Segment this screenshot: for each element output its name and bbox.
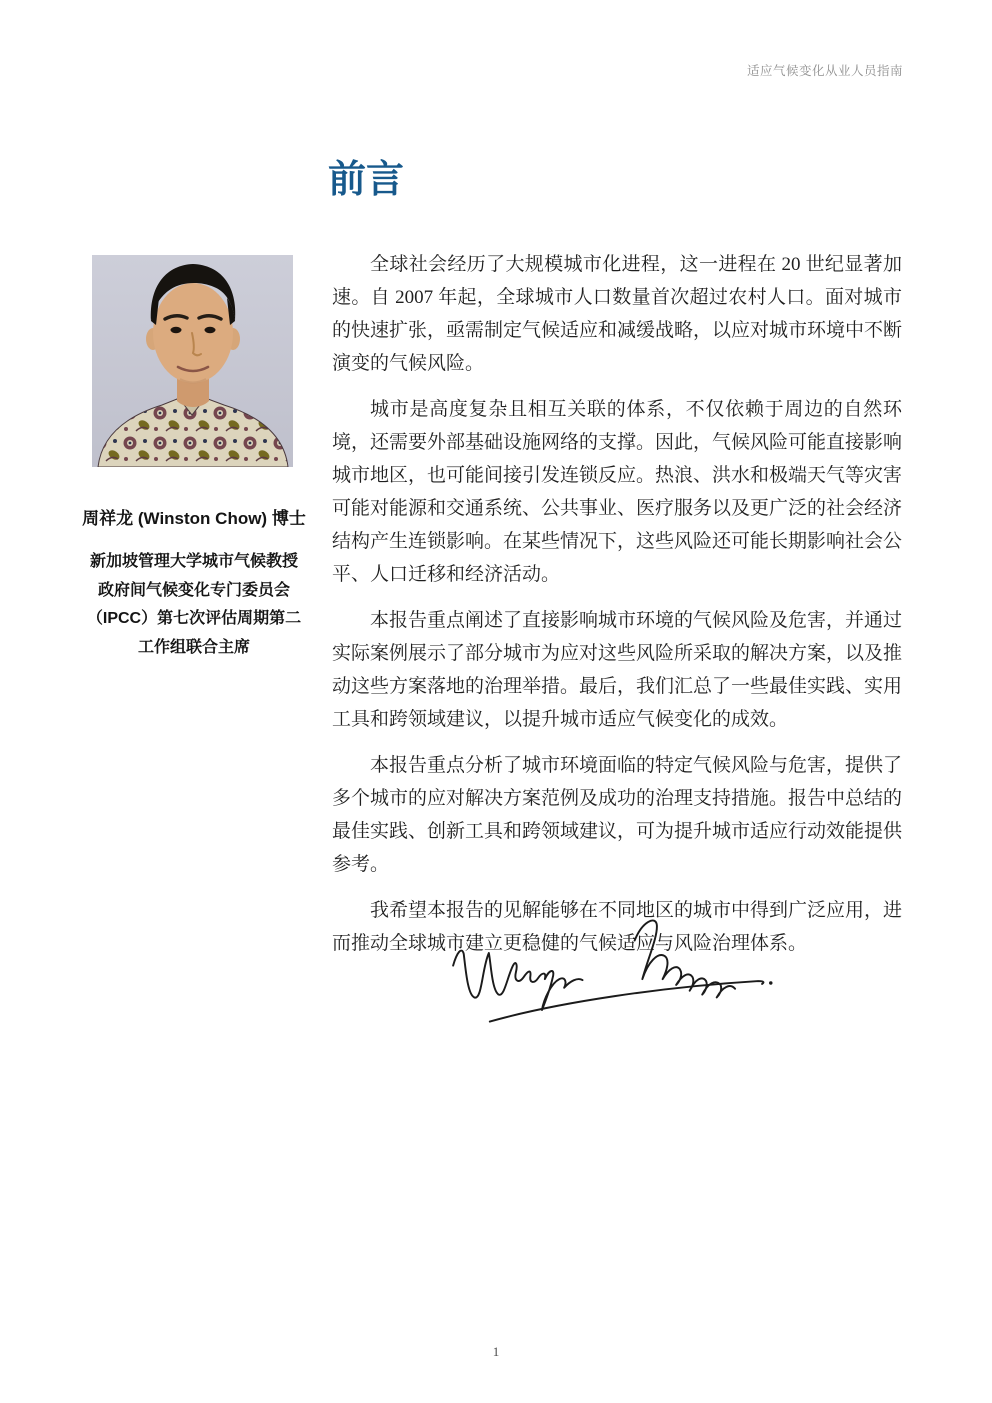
photo-caption	[58, 506, 330, 662]
running-header: 适应气候变化从业人员指南	[746, 64, 903, 78]
profile-role-line: 政府间气候变化专门委员会	[97, 581, 290, 599]
body-paragraph: 本报告重点分析了城市环境面临的特定气候风险与危害，提供了多个城市的应对解决方案范例及成功的治理支持措施。报告中总结的最佳实践、创新工具和跨领域建议，可为提升城市适应行动效能提供参考。	[332, 755, 903, 875]
portrait-photo	[92, 255, 293, 467]
body-paragraph: 我希望本报告的见解能够在不同地区的城市中得到广泛应用，进而推动全球城市建立更稳健的气候适应与风险治理体系。	[332, 900, 903, 954]
profile-role	[58, 548, 330, 662]
page-number: 1	[492, 1344, 500, 1359]
signature-winston-chow	[438, 898, 783, 1038]
profile-role-line: 工作组联合主席	[137, 638, 250, 656]
body-paragraph: 本报告重点阐述了直接影响城市环境的气候风险及危害，并通过实际案例展示了部分城市为应对这些风险所采取的解决方案，以及推动这些方案落地的治理举措。最后，我们汇总了一些最佳实践、实用工具和跨领域建议，以提升城市适应气候变化的成效。	[332, 610, 903, 730]
profile-role-line: 新加坡管理大学城市气候教授	[89, 553, 298, 570]
body-paragraph: 城市是高度复杂且相互关联的体系，不仅依赖于周边的自然环境，还需要外部基础设施网络的支撑。因此，气候风险可能直接影响城市地区，也可能间接引发连锁反应。热浪、洪水和极端天气等灾害可能对能源和交通系统、公共事业、医疗服务以及更广泛的社会经济结构产生连锁影响。在某些情况下，这些风险还可能长期影响社会公平、人口迁移和经济活动。	[332, 399, 903, 585]
profile-role-line: （IPCC）第七次评估周期第二	[86, 610, 302, 627]
body-paragraph: 全球社会经历了大规模城市化进程，这一进程在 20 世纪显著加速。自 2007 年起，全球城市人口数量首次超过农村人口。面对城市的快速扩张，亟需制定气候适应和减缓战略，以应对城市环境中不断演变的气候风险。	[332, 254, 903, 374]
signature-ink	[438, 898, 783, 1038]
profile-name: 周祥龙 (Winston Chow) 博士	[82, 509, 306, 528]
foreword-body	[332, 248, 902, 973]
portrait-photo-illustration	[92, 255, 293, 467]
page-title: 前言	[328, 159, 405, 202]
